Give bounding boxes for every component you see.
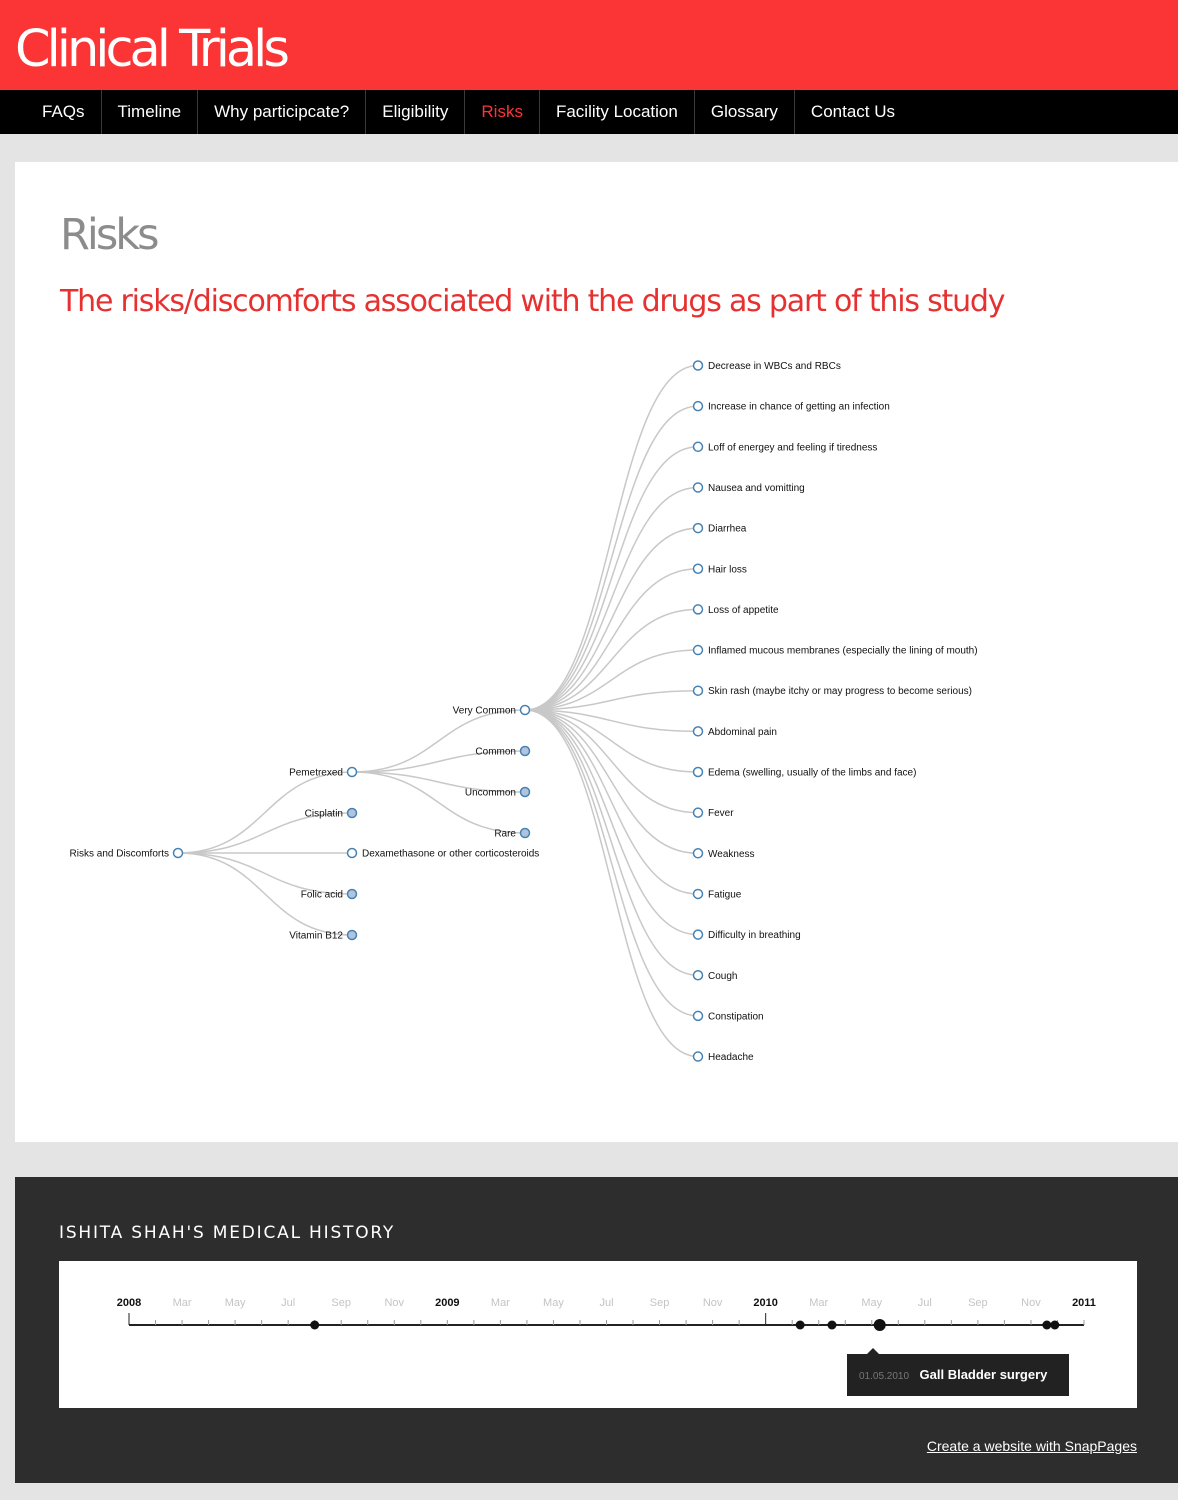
tree-node-inflamed-mucous-membranes-especially-the-lining-of-mouth[interactable] (694, 646, 703, 655)
tree-node-fever[interactable] (694, 808, 703, 817)
tree-label-cough[interactable]: Cough (708, 970, 738, 982)
tree-link (525, 406, 698, 710)
tree-label-edema-swelling-usually-of-the-limbs-and-face[interactable]: Edema (swelling, usually of the limbs and face) (708, 767, 917, 779)
timeline-label-nov: Nov (384, 1297, 405, 1309)
tree-label-hair-loss[interactable]: Hair loss (708, 564, 747, 576)
tree-link (525, 710, 698, 935)
tree-node-diarrhea[interactable] (694, 524, 703, 533)
tree-node-headache[interactable] (694, 1052, 703, 1061)
medical-history-heading: ISHITA SHAH'S MEDICAL HISTORY (59, 1223, 396, 1243)
risk-tree-diagram (15, 162, 1178, 1142)
content-panel (15, 162, 1178, 1142)
site-header (0, 0, 1178, 90)
tree-link (525, 710, 698, 813)
timeline-label-sep: Sep (649, 1297, 670, 1309)
nav-item-facility-location[interactable]: Facility Location (540, 90, 695, 134)
timeline-event-dot[interactable] (310, 1321, 319, 1330)
tree-node-risks-and-discomforts[interactable] (174, 849, 183, 858)
nav-item-why-participate[interactable]: Why participcate? (198, 90, 366, 134)
tree-label-nausea-and-vomitting[interactable]: Nausea and vomitting (708, 482, 805, 494)
tree-link (525, 710, 698, 1016)
timeline-label-2011: 2011 (1072, 1297, 1096, 1309)
footer (15, 1177, 1178, 1483)
tree-label-fatigue[interactable]: Fatigue (708, 889, 742, 901)
timeline-label-may: May (543, 1297, 564, 1309)
tree-link (525, 447, 698, 710)
tree-label-common[interactable]: Common (475, 746, 516, 758)
tree-label-uncommon[interactable]: Uncommon (464, 787, 516, 799)
tree-node-very-common[interactable] (521, 706, 530, 715)
timeline-event-dot[interactable] (1042, 1321, 1051, 1330)
tree-label-abdominal-pain[interactable]: Abdominal pain (708, 726, 777, 738)
nav-item-faqs[interactable]: FAQs (0, 90, 102, 134)
snappages-link[interactable]: Create a website with SnapPages (926, 1438, 1137, 1454)
tree-node-constipation[interactable] (694, 1011, 703, 1020)
tree-node-difficulty-in-breathing[interactable] (694, 930, 703, 939)
tree-label-increase-in-chance-of-getting-an-infection[interactable]: Increase in chance of getting an infection (708, 401, 890, 413)
tree-link (178, 853, 352, 894)
tree-label-rare[interactable]: Rare (494, 828, 516, 840)
tree-link (525, 710, 698, 975)
tree-node-loff-of-energey-and-feeling-if-tiredness[interactable] (694, 442, 703, 451)
tree-link (525, 710, 698, 894)
event-tooltip (847, 1354, 1069, 1396)
tooltip-text: Gall Bladder surgery (919, 1367, 1048, 1382)
timeline-label-2010: 2010 (753, 1297, 778, 1309)
tree-label-very-common[interactable]: Very Common (452, 705, 516, 717)
tree-node-fatigue[interactable] (694, 889, 703, 898)
nav-item-eligibility[interactable]: Eligibility (366, 90, 465, 134)
tree-label-inflamed-mucous-membranes-especially-the-lining-of-mouth[interactable]: Inflamed mucous membranes (especially the lining of mouth) (708, 645, 978, 657)
tree-label-cisplatin[interactable]: Cisplatin (304, 808, 343, 820)
tree-label-loff-of-energey-and-feeling-if-tiredness[interactable]: Loff of energey and feeling if tiredness (708, 442, 878, 454)
timeline-event-dot[interactable] (796, 1321, 805, 1330)
site-title[interactable]: Clinical Trials (15, 20, 286, 79)
tree-node-common[interactable] (521, 747, 530, 756)
tree-node-dexamethasone-or-other-corticosteroids[interactable] (348, 849, 357, 858)
timeline-label-may: May (861, 1297, 883, 1309)
tree-label-pemetrexed[interactable]: Pemetrexed (289, 767, 343, 779)
tree-label-vitamin-b12[interactable]: Vitamin B12 (289, 930, 343, 942)
timeline-label-mar: Mar (490, 1297, 510, 1309)
tree-node-decrease-in-wbcs-and-rbcs[interactable] (694, 361, 703, 370)
tree-node-loss-of-appetite[interactable] (694, 605, 703, 614)
tree-link (525, 609, 698, 710)
tree-label-loss-of-appetite[interactable]: Loss of appetite (708, 604, 779, 616)
tree-label-difficulty-in-breathing[interactable]: Difficulty in breathing (708, 930, 801, 942)
tree-node-skin-rash-maybe-itchy-or-may-progress-to-become-serious[interactable] (694, 686, 703, 695)
timeline-label-nov: Nov (1021, 1297, 1041, 1309)
tree-link (525, 569, 698, 710)
tree-label-constipation[interactable]: Constipation (708, 1011, 764, 1023)
timeline-label-2009: 2009 (435, 1297, 460, 1309)
nav-item-glossary[interactable]: Glossary (695, 90, 795, 134)
tree-node-edema-swelling-usually-of-the-limbs-and-face[interactable] (694, 768, 703, 777)
tree-link (352, 710, 525, 772)
page-subtitle: The risks/discomforts associated with the drugs as part of this study (60, 284, 1005, 319)
tree-label-folic-acid[interactable]: Folic acid (300, 889, 343, 901)
tree-label-dexamethasone-or-other-corticosteroids[interactable]: Dexamethasone or other corticosteroids (362, 848, 540, 860)
page-title: Risks (60, 210, 157, 260)
tree-label-diarrhea[interactable]: Diarrhea (708, 523, 747, 535)
tree-node-cisplatin[interactable] (348, 809, 357, 818)
tree-link (525, 487, 698, 710)
tree-node-folic-acid[interactable] (348, 890, 357, 899)
timeline-panel (59, 1261, 1137, 1408)
timeline-label-jul: Jul (281, 1297, 296, 1309)
timeline-event-dot[interactable] (1050, 1321, 1059, 1330)
tree-label-weakness[interactable]: Weakness (708, 848, 755, 860)
timeline-label-mar: Mar (809, 1297, 829, 1309)
tree-label-risks-and-discomforts[interactable]: Risks and Discomforts (69, 848, 169, 860)
tree-node-weakness[interactable] (694, 849, 703, 858)
tree-node-increase-in-chance-of-getting-an-infection[interactable] (694, 402, 703, 411)
nav-item-risks[interactable]: Risks (465, 90, 540, 134)
timeline-label-jul: Jul (917, 1297, 932, 1309)
tree-node-abdominal-pain[interactable] (694, 727, 703, 736)
timeline-label-jul: Jul (599, 1297, 614, 1309)
timeline-event-dot[interactable] (874, 1319, 886, 1331)
tree-node-cough[interactable] (694, 971, 703, 980)
main-nav (0, 90, 1178, 134)
tree-node-pemetrexed[interactable] (348, 768, 357, 777)
timeline-label-mar: Mar (172, 1297, 192, 1309)
tree-link (352, 772, 525, 833)
tree-label-headache[interactable]: Headache (708, 1052, 754, 1064)
tooltip-date: 01.05.2010 (859, 1371, 910, 1382)
tree-label-skin-rash-maybe-itchy-or-may-progress-to-become-serious[interactable]: Skin rash (maybe itchy or may progress to become serious) (708, 686, 972, 698)
tree-node-rare[interactable] (521, 829, 530, 838)
tree-link (525, 710, 698, 853)
tree-label-decrease-in-wbcs-and-rbcs[interactable]: Decrease in WBCs and RBCs (708, 361, 841, 372)
timeline-label-sep: Sep (331, 1297, 352, 1309)
timeline-label-may: May (224, 1297, 246, 1309)
tree-node-vitamin-b12[interactable] (348, 931, 357, 940)
timeline-label-2008: 2008 (116, 1297, 142, 1309)
tree-node-hair-loss[interactable] (694, 564, 703, 573)
tree-node-uncommon[interactable] (521, 788, 530, 797)
nav-item-contact-us[interactable]: Contact Us (810, 102, 896, 121)
tree-label-fever[interactable]: Fever (708, 808, 734, 820)
timeline-label-sep: Sep (968, 1297, 988, 1309)
tree-node-nausea-and-vomitting[interactable] (694, 483, 703, 492)
timeline-event-dot[interactable] (827, 1321, 836, 1330)
timeline-label-nov: Nov (702, 1297, 723, 1309)
nav-item-timeline[interactable]: Timeline (102, 90, 199, 134)
